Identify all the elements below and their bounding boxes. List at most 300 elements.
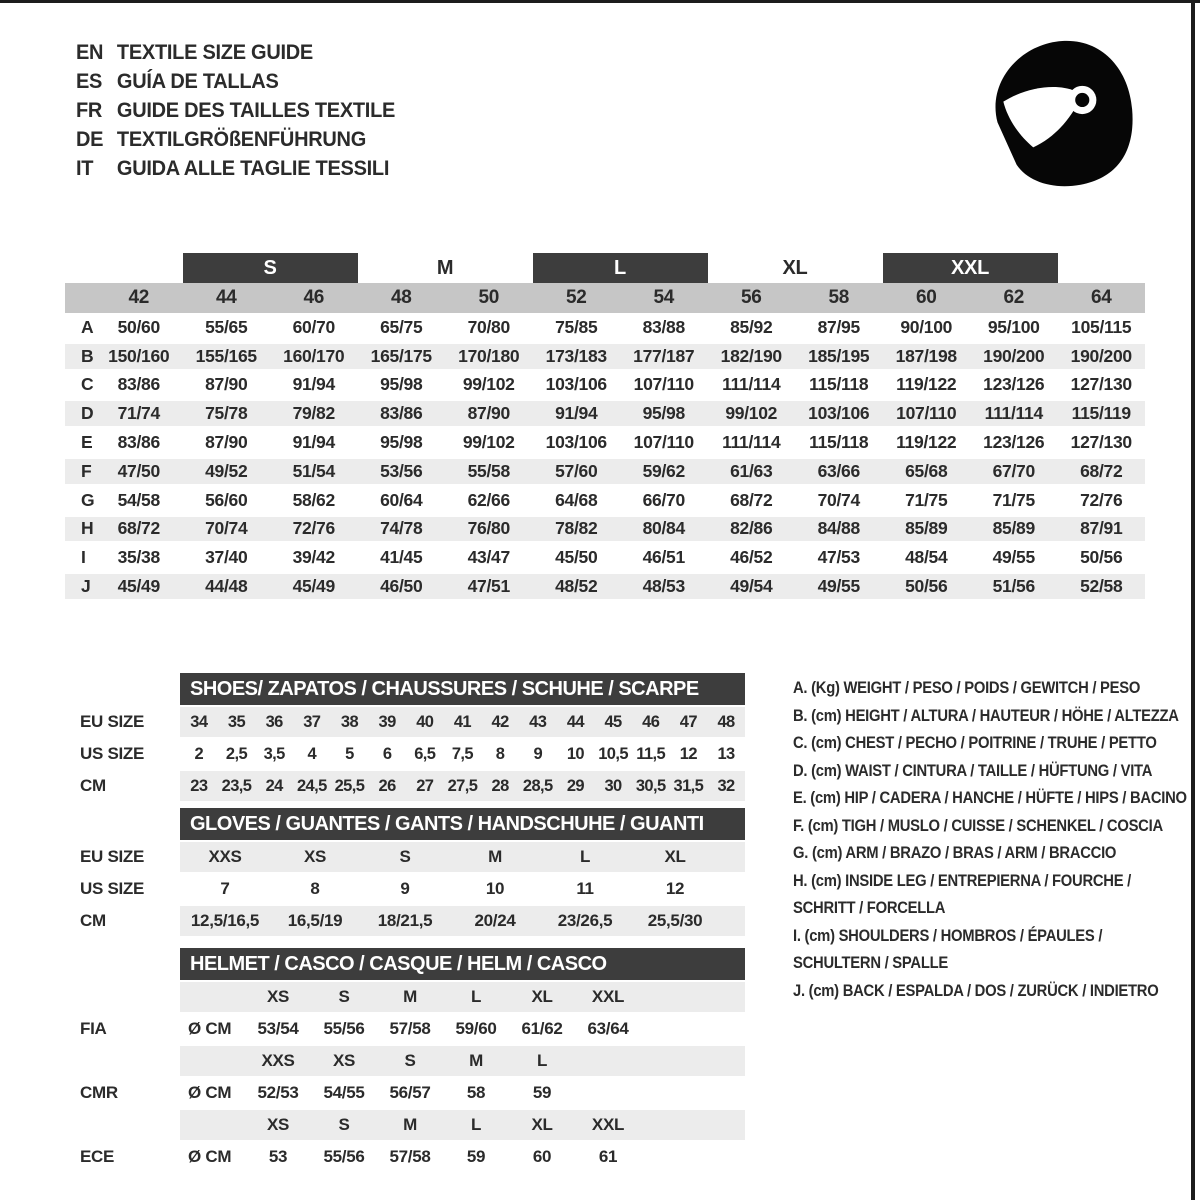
size-value-cell: 43/47	[467, 547, 510, 568]
row-label	[65, 1046, 180, 1076]
row-cells	[180, 906, 745, 936]
size-value-cell: 65/68	[905, 460, 948, 481]
size-value-cell: 61	[598, 1147, 618, 1166]
numeric-size-label: 54	[653, 287, 675, 308]
row-cells	[180, 739, 745, 769]
helmet-value-row	[65, 1142, 745, 1172]
size-value-cell: 31,5	[673, 776, 704, 795]
size-value-cell: 85/92	[730, 316, 773, 337]
table-row	[65, 457, 1145, 486]
size-value-cell: 47/53	[817, 547, 860, 568]
row-letter-label: A	[81, 316, 94, 337]
size-value-cell: 50/60	[117, 316, 160, 337]
helmet-size-label: XS	[266, 987, 290, 1006]
language-row	[76, 67, 395, 96]
size-value-cell: 48/53	[642, 576, 685, 597]
table-row	[65, 707, 745, 737]
row-cells	[180, 842, 745, 872]
size-value-cell: 68/72	[1080, 460, 1123, 481]
size-value-cell: 24	[265, 776, 283, 795]
size-value-cell: 91/94	[292, 432, 335, 453]
size-value-cell: 50/56	[905, 576, 948, 597]
gloves-header-bar: GLOVES / GUANTES / GANTS / HANDSCHUHE / GUANTI	[180, 808, 745, 840]
size-value-cell: 59/60	[455, 1019, 497, 1038]
helmet-size-row	[65, 1110, 745, 1140]
row-label	[65, 1110, 180, 1140]
size-value-cell: S	[399, 847, 411, 866]
language-row	[76, 38, 395, 67]
size-value-cell: 26	[378, 776, 396, 795]
size-value-cell: 8	[310, 879, 320, 898]
language-row	[76, 125, 395, 154]
row-cells	[180, 707, 745, 737]
size-value-cell: 50/56	[1080, 547, 1123, 568]
table-row	[65, 486, 1145, 515]
size-value-cell: 45/50	[555, 547, 598, 568]
helmet-size-label: XXS	[261, 1051, 295, 1070]
racing-helmet-icon	[975, 36, 1143, 198]
row-label: EU SIZE	[80, 847, 145, 866]
size-value-cell: 95/100	[987, 316, 1040, 337]
legend-line: G. (cm) ARM / BRAZO / BRAS / ARM / BRACCIO	[793, 843, 1117, 862]
size-value-cell: 57/58	[389, 1147, 431, 1166]
size-value-cell: 12,5/16,5	[190, 911, 260, 930]
size-value-cell: 41	[453, 712, 471, 731]
size-value-cell: 155/165	[195, 345, 257, 366]
size-value-cell: 87/90	[205, 432, 248, 453]
row-label: US SIZE	[80, 879, 145, 898]
size-value-cell: 83/86	[117, 432, 160, 453]
size-group-label: S	[183, 253, 358, 283]
row-cells	[180, 874, 745, 904]
size-value-cell: 37	[303, 712, 321, 731]
size-value-cell: 53/56	[380, 460, 423, 481]
size-value-cell: 60/64	[380, 489, 423, 510]
row-cells	[180, 1142, 745, 1172]
size-value-cell: 61/63	[730, 460, 773, 481]
size-value-cell: 119/122	[896, 432, 957, 453]
size-value-cell: 51/56	[992, 576, 1035, 597]
size-value-cell: 49/55	[992, 547, 1035, 568]
helmet-size-label: L	[536, 1051, 548, 1070]
size-value-cell: 27	[416, 776, 434, 795]
table-row	[65, 313, 1145, 342]
size-value-cell: 23	[190, 776, 208, 795]
size-value-cell: 99/102	[725, 403, 778, 424]
size-value-cell: 7,5	[451, 744, 473, 763]
legend-line: J. (cm) BACK / ESPALDA / DOS / ZURÜCK / INDIETRO	[793, 980, 1159, 1000]
size-value-cell: 53	[268, 1147, 288, 1166]
size-value-cell: 123/126	[983, 432, 1045, 453]
size-value-cell: XXS	[208, 847, 242, 866]
size-value-cell: 3,5	[263, 744, 285, 763]
size-value-cell: 67/70	[992, 460, 1035, 481]
numeric-size-label: 60	[915, 287, 937, 308]
size-value-cell: 34	[190, 712, 208, 731]
size-value-cell: 74/78	[380, 518, 423, 539]
diameter-unit-label: Ø CM	[188, 1083, 232, 1102]
row-cells	[180, 1078, 745, 1108]
size-value-cell: 13	[717, 744, 735, 763]
size-value-cell: 83/88	[642, 316, 685, 337]
size-value-cell: 2,5	[225, 744, 248, 763]
size-value-cell: 49/52	[205, 460, 248, 481]
helmet-size-label: XXL	[591, 1115, 625, 1134]
size-value-cell: 111/114	[722, 374, 781, 395]
size-value-cell: 99/102	[462, 432, 515, 453]
size-value-cell: 18/21,5	[377, 911, 433, 930]
size-value-cell: 38	[340, 712, 359, 731]
size-value-cell: 45/49	[117, 576, 160, 597]
size-value-cell: 55/56	[323, 1147, 365, 1166]
helmet-size-label: XL	[531, 987, 553, 1006]
size-value-cell: XL	[664, 847, 686, 866]
size-value-cell: 60	[532, 1147, 552, 1166]
size-value-cell: 36	[265, 712, 283, 731]
size-value-cell: 85/89	[905, 518, 948, 539]
size-value-cell: 10	[566, 744, 584, 763]
table-row	[65, 342, 1145, 371]
size-value-cell: 87/95	[817, 316, 860, 337]
size-value-cell: 170/180	[458, 345, 520, 366]
size-value-cell: 76/80	[467, 518, 510, 539]
size-value-cell: 23,5	[221, 776, 252, 795]
row-letter-label: B	[81, 345, 94, 366]
size-value-cell: 47/50	[117, 460, 160, 481]
legend-line: A. (Kg) WEIGHT / PESO / POIDS / GEWITCH / PESO	[793, 678, 1141, 697]
standard-label: CMR	[80, 1083, 118, 1102]
legend-line: D. (cm) WAIST / CINTURA / TAILLE / HÜFTUNG / VITA	[793, 760, 1153, 780]
helmet-header-bar: HELMET / CASCO / CASQUE / HELM / CASCO	[180, 948, 745, 980]
row-cells	[180, 1014, 745, 1044]
numeric-size-label: 56	[740, 287, 762, 308]
size-value-cell: 29	[566, 776, 584, 795]
size-value-cell: 10,5	[598, 744, 628, 763]
helmet-size-label: L	[470, 1115, 482, 1134]
row-label: EU SIZE	[80, 712, 145, 731]
size-value-cell: 4	[307, 744, 317, 763]
helmet-size-label: XS	[332, 1051, 356, 1070]
helmet-size-label: M	[403, 1115, 417, 1134]
row-letter-label: J	[81, 576, 91, 597]
size-value-cell: 35/38	[117, 547, 160, 568]
size-value-cell: 95/98	[380, 432, 423, 453]
size-value-cell: 35	[227, 712, 246, 731]
size-value-cell: 87/90	[467, 403, 510, 424]
size-value-cell: 190/200	[983, 345, 1045, 366]
size-value-cell: 70/74	[205, 518, 248, 539]
size-value-cell: 45/49	[292, 576, 335, 597]
measurement-legend	[793, 674, 1193, 1004]
numeric-size-label: 44	[215, 287, 237, 308]
size-value-cell: 70/80	[467, 316, 510, 337]
size-value-cell: 160/170	[283, 345, 345, 366]
size-value-cell: 80/84	[642, 518, 685, 539]
language-code: ES	[76, 69, 103, 93]
numeric-size-label: 46	[303, 287, 325, 308]
row-cells	[180, 982, 745, 1012]
size-value-cell: 87/90	[205, 374, 248, 395]
size-value-cell: 103/106	[808, 403, 870, 424]
size-value-cell: 58/62	[292, 489, 335, 510]
size-value-cell: 30	[604, 776, 622, 795]
size-value-cell: 24,5	[296, 776, 327, 795]
size-group-label: XL	[782, 257, 808, 279]
size-value-cell: 49/54	[730, 576, 773, 597]
row-letter-label: D	[81, 403, 94, 424]
row-label	[65, 982, 180, 1012]
helmet-size-row	[65, 982, 745, 1012]
size-value-cell: 37/40	[205, 547, 248, 568]
legend-line: SCHRITT / FORCELLA	[793, 898, 946, 917]
row-letter-label: E	[81, 432, 93, 453]
size-value-cell: 47/51	[467, 576, 510, 597]
numeric-size-label: 64	[1090, 287, 1112, 308]
size-value-cell: 7	[220, 879, 230, 898]
row-cells	[180, 771, 745, 801]
size-value-cell: 103/106	[545, 432, 607, 453]
size-value-cell: 57/58	[389, 1019, 431, 1038]
size-value-cell: 12	[679, 744, 697, 763]
helmet-value-row	[65, 1014, 745, 1044]
size-value-cell: 182/190	[720, 345, 782, 366]
size-value-cell: 62/66	[467, 489, 510, 510]
table-row	[65, 371, 1145, 400]
row-cells	[180, 1046, 745, 1076]
diameter-unit-label: Ø CM	[188, 1019, 232, 1038]
size-value-cell: 72/76	[292, 518, 335, 539]
size-value-cell: 59	[532, 1083, 552, 1102]
size-value-cell: 55/58	[467, 460, 510, 481]
table-row	[65, 842, 745, 872]
size-value-cell: 6	[382, 744, 392, 763]
size-value-cell: 79/82	[292, 403, 335, 424]
helmet-size-label: S	[404, 1051, 416, 1070]
numeric-size-strip	[65, 283, 1145, 313]
size-value-cell: 64/68	[555, 489, 598, 510]
size-value-cell: 185/195	[808, 345, 870, 366]
size-value-cell: 119/122	[896, 374, 957, 395]
table-row	[65, 428, 1145, 457]
size-value-cell: 103/106	[545, 374, 607, 395]
size-value-cell: 16,5/19	[287, 911, 343, 930]
size-value-cell: 60/70	[292, 316, 335, 337]
size-value-cell: L	[579, 847, 591, 866]
row-letter-label: G	[81, 489, 95, 510]
size-value-cell: M	[488, 847, 502, 866]
size-value-cell: 123/126	[983, 374, 1045, 395]
size-value-cell: 48/52	[555, 576, 598, 597]
size-value-cell: 12	[665, 879, 685, 898]
numeric-size-label: 62	[1003, 287, 1025, 308]
helmet-size-row	[65, 1046, 745, 1076]
language-title: TEXTILE SIZE GUIDE	[116, 40, 313, 64]
size-value-cell: 54/58	[117, 489, 160, 510]
numeric-size-label: 42	[128, 287, 150, 308]
language-code: IT	[76, 156, 94, 180]
size-value-cell: 107/110	[633, 374, 694, 395]
size-value-cell: 68/72	[730, 489, 773, 510]
size-value-cell: 54/55	[323, 1083, 365, 1102]
size-value-cell: 5	[345, 744, 354, 763]
helmet-size-table	[65, 948, 745, 1172]
size-group-header-row	[65, 253, 1145, 283]
row-label: CM	[80, 776, 106, 795]
size-value-cell: 47	[679, 712, 697, 731]
size-value-cell: 66/70	[642, 489, 685, 510]
row-cells	[180, 1110, 745, 1140]
size-value-cell: 39/42	[292, 547, 335, 568]
size-value-cell: 9	[533, 744, 543, 763]
size-value-cell: 51/54	[292, 460, 335, 481]
legend-line: C. (cm) CHEST / PECHO / POITRINE / TRUHE / PETTO	[793, 733, 1157, 752]
size-value-cell: 25,5	[334, 776, 365, 795]
size-value-cell: 87/91	[1080, 518, 1123, 539]
size-value-cell: 72/76	[1080, 489, 1123, 510]
size-value-cell: 91/94	[292, 374, 335, 395]
table-row	[65, 739, 745, 769]
legend-line: SCHULTERN / SPALLE	[793, 953, 948, 972]
standard-label: FIA	[80, 1019, 107, 1038]
shoes-header-bar: SHOES/ ZAPATOS / CHAUSSURES / SCHUHE / SCARPE	[180, 673, 745, 705]
measurement-rows	[65, 313, 1145, 601]
size-value-cell: 59/62	[642, 460, 685, 481]
size-value-cell: 57/60	[555, 460, 598, 481]
size-value-cell: 91/94	[555, 403, 598, 424]
helmet-size-label: M	[403, 987, 417, 1006]
numeric-size-label: 48	[390, 287, 412, 308]
size-value-cell: 107/110	[633, 432, 694, 453]
size-value-cell: 9	[400, 879, 410, 898]
textile-size-table	[65, 253, 1145, 601]
size-value-cell: 25,5/30	[647, 911, 703, 930]
size-value-cell: 177/187	[633, 345, 695, 366]
row-letter-label: F	[81, 460, 92, 481]
size-group-label: M	[436, 257, 454, 279]
size-value-cell: 49/55	[817, 576, 860, 597]
size-value-cell: 107/110	[896, 403, 957, 424]
size-group-label: XXL	[883, 253, 1058, 283]
size-value-cell: 75/78	[205, 403, 248, 424]
size-group-label: L	[533, 253, 708, 283]
size-value-cell: 165/175	[370, 345, 432, 366]
size-value-cell: 84/88	[817, 518, 860, 539]
size-value-cell: 30,5	[635, 776, 666, 795]
language-title-list	[76, 38, 395, 183]
size-value-cell: 43	[529, 712, 547, 731]
size-value-cell: 85/89	[992, 518, 1035, 539]
shoes-size-table	[65, 673, 745, 801]
standard-label: ECE	[80, 1147, 115, 1166]
size-value-cell: 127/130	[1070, 432, 1132, 453]
legend-line: I. (cm) SHOULDERS / HOMBROS / ÉPAULES /	[793, 925, 1103, 945]
helmet-value-row	[65, 1078, 745, 1108]
size-value-cell: 55/65	[205, 316, 248, 337]
sheet-right-border	[1191, 0, 1195, 1200]
size-value-cell: 59	[466, 1147, 486, 1166]
language-title: GUIDA ALLE TAGLIE TESSILI	[116, 156, 390, 180]
size-value-cell: 55/56	[323, 1019, 365, 1038]
table-row	[65, 906, 745, 936]
size-value-cell: 42	[491, 712, 509, 731]
size-value-cell: 115/118	[809, 374, 869, 395]
size-value-cell: 11	[576, 879, 594, 898]
size-value-cell: 63/64	[587, 1019, 629, 1038]
language-title: GUIDE DES TAILLES TEXTILE	[116, 98, 396, 122]
legend-line: B. (cm) HEIGHT / ALTURA / HAUTEUR / HÖHE / ALTEZZA	[793, 705, 1179, 725]
size-value-cell: 2	[194, 744, 204, 763]
row-label: CM	[80, 911, 106, 930]
size-value-cell: 48	[717, 712, 735, 731]
legend-line: F. (cm) TIGH / MUSLO / CUISSE / SCHENKEL / COSCIA	[793, 815, 1163, 835]
size-value-cell: 28,5	[522, 776, 553, 795]
size-value-cell: 53/54	[257, 1019, 299, 1038]
table-row	[65, 543, 1145, 572]
size-value-cell: 90/100	[900, 316, 953, 337]
row-letter-label: H	[81, 518, 94, 539]
size-value-cell: 39	[378, 712, 396, 731]
language-row	[76, 154, 395, 183]
size-value-cell: 190/200	[1070, 345, 1132, 366]
size-value-cell: 105/115	[1071, 316, 1132, 337]
language-title: TEXTILGRÖßENFÜHRUNG	[116, 127, 367, 151]
size-value-cell: 115/118	[809, 432, 869, 453]
size-value-cell: 40	[416, 712, 434, 731]
size-value-cell: 56/57	[389, 1083, 431, 1102]
size-value-cell: 28	[491, 776, 509, 795]
row-letter-label: I	[81, 547, 86, 568]
size-value-cell: 46/51	[642, 547, 685, 568]
diameter-unit-label: Ø CM	[188, 1147, 232, 1166]
size-value-cell: 61/62	[521, 1019, 563, 1038]
size-value-cell: 99/102	[462, 374, 515, 395]
size-value-cell: 32	[717, 776, 735, 795]
size-value-cell: 45	[604, 712, 622, 731]
size-value-cell: 83/86	[117, 374, 160, 395]
size-value-cell: 63/66	[817, 460, 860, 481]
size-value-cell: 46	[642, 712, 660, 731]
size-value-cell: 48/54	[905, 547, 948, 568]
size-value-cell: 6,5	[414, 744, 436, 763]
helmet-size-label: S	[338, 1115, 350, 1134]
gloves-size-table	[65, 808, 745, 936]
helmet-size-label: L	[470, 987, 482, 1006]
table-row	[65, 874, 745, 904]
helmet-size-label: M	[469, 1051, 483, 1070]
size-value-cell: 11,5	[636, 744, 666, 763]
size-value-cell: 20/24	[474, 911, 516, 930]
numeric-size-label: 52	[565, 287, 587, 308]
size-value-cell: 10	[485, 879, 505, 898]
size-value-cell: 70/74	[817, 489, 860, 510]
size-value-cell: 71/75	[992, 489, 1035, 510]
size-value-cell: 83/86	[380, 403, 423, 424]
size-value-cell: 52/58	[1080, 576, 1123, 597]
helmet-size-label: XS	[266, 1115, 290, 1134]
size-value-cell: 41/45	[380, 547, 423, 568]
language-code: EN	[76, 40, 104, 64]
helmet-size-label: XL	[531, 1115, 553, 1134]
size-value-cell: XS	[303, 847, 327, 866]
size-value-cell: 115/119	[1071, 403, 1131, 424]
size-value-cell: 78/82	[555, 518, 598, 539]
numeric-size-label: 58	[828, 287, 850, 308]
legend-line: H. (cm) INSIDE LEG / ENTREPIERNA / FOURCHE /	[793, 870, 1132, 890]
helmet-size-label: S	[338, 987, 350, 1006]
language-code: DE	[76, 127, 104, 151]
size-value-cell: 187/198	[895, 345, 957, 366]
size-value-cell: 95/98	[380, 374, 423, 395]
